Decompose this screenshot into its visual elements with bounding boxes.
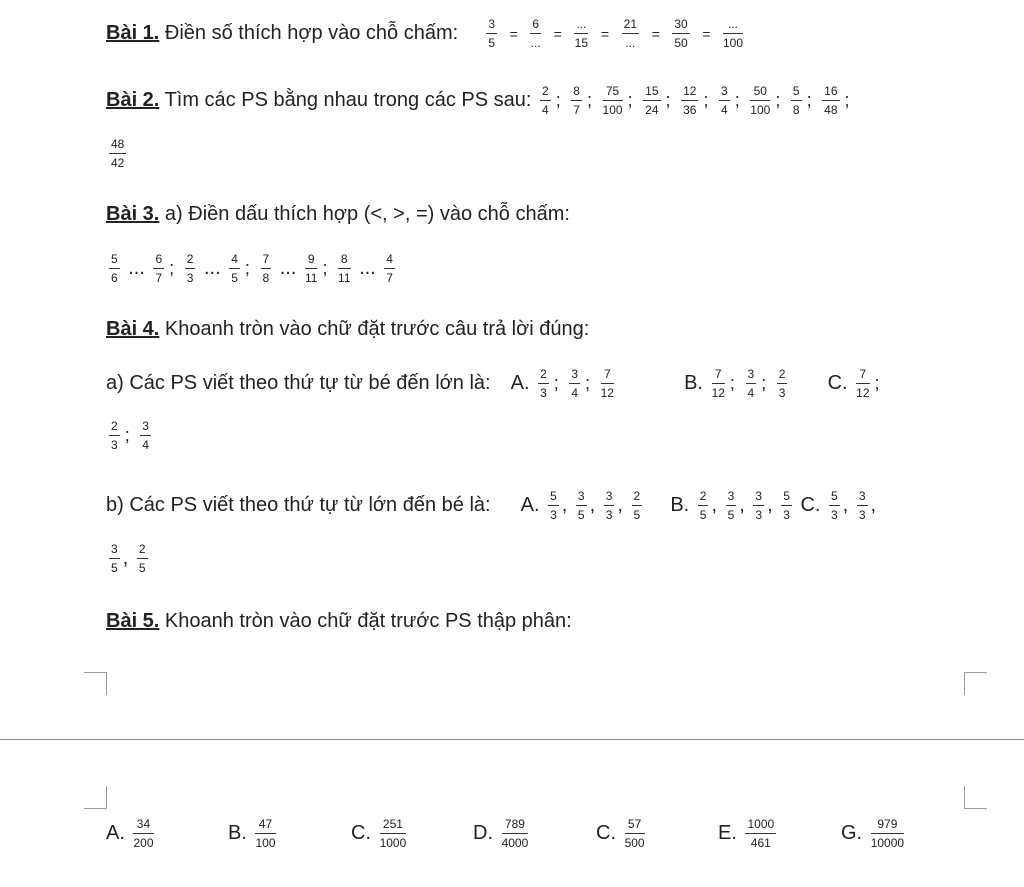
exercise-4b-text: b) Các PS viết theo thứ tự từ lớn đến bé là: xyxy=(106,493,491,516)
fraction: $\frac{3}{3}$ xyxy=(755,489,763,522)
exercise-2-continuation xyxy=(106,138,129,169)
fraction: $\frac{3}{3}$ xyxy=(858,489,866,522)
separator: ; xyxy=(775,89,781,110)
separator: ; xyxy=(585,372,591,393)
separator: ; xyxy=(734,89,740,110)
equals-sign: = xyxy=(702,25,711,42)
separator: ; xyxy=(665,89,671,110)
fraction: $\frac{30}{50}$ xyxy=(674,17,688,50)
fraction: $\frac{5}{3}$ xyxy=(831,489,838,522)
option-letter[interactable]: C. xyxy=(351,821,371,844)
option-item[interactable] xyxy=(718,818,779,849)
exercise-5-label: Bài 5. xyxy=(106,610,160,632)
fraction: $\frac{21}{...}$ xyxy=(623,17,638,50)
fraction: $\frac{1000}{461}$ xyxy=(747,817,775,850)
separator: ; xyxy=(844,89,850,110)
fraction: $\frac{4}{5}$ xyxy=(231,252,238,285)
fraction: $\frac{2}{3}$ xyxy=(540,367,547,400)
separator: ; xyxy=(806,89,812,110)
fraction: $\frac{5}{8}$ xyxy=(792,84,800,117)
option-letter[interactable]: E. xyxy=(718,821,737,844)
option-a-letter[interactable]: A. xyxy=(520,493,540,516)
option-item[interactable] xyxy=(841,818,907,849)
blank-dots: ... xyxy=(204,256,221,279)
fraction: $\frac{2}{5}$ xyxy=(633,489,641,522)
fraction: $\frac{3}{5}$ xyxy=(577,489,585,522)
exercise-1-label: Bài 1. xyxy=(106,21,160,44)
separator: ; xyxy=(169,257,175,278)
exercise-4a-text: a) Các PS viết theo thứ tự từ bé đến lớn là: xyxy=(106,371,491,394)
option-item[interactable] xyxy=(106,818,157,849)
fraction: $\frac{7}{12}$ xyxy=(856,367,870,400)
separator: , xyxy=(711,493,718,516)
fraction: $\frac{48}{42}$ xyxy=(111,137,125,170)
fraction: $\frac{15}{24}$ xyxy=(645,84,659,117)
option-item[interactable] xyxy=(596,818,648,849)
fraction: $\frac{8}{7}$ xyxy=(573,84,580,117)
fraction: $\frac{9}{11}$ xyxy=(304,252,318,285)
page-corner-mark xyxy=(84,786,107,809)
separator: ; xyxy=(874,372,880,393)
option-letter[interactable]: G. xyxy=(841,821,863,844)
separator: ; xyxy=(703,89,709,110)
fraction: $\frac{3}{4}$ xyxy=(721,84,728,117)
fraction: $\frac{...}{15}$ xyxy=(574,17,589,50)
fraction: $\frac{3}{4}$ xyxy=(142,419,149,452)
separator: , xyxy=(561,493,568,516)
fraction: $\frac{2}{5}$ xyxy=(699,489,707,522)
separator: ; xyxy=(244,257,250,278)
fraction: $\frac{75}{100}$ xyxy=(602,84,623,117)
exercise-4b-continuation xyxy=(106,543,151,574)
fraction: $\frac{5}{6}$ xyxy=(111,252,118,285)
fraction: $\frac{6}{...}$ xyxy=(530,17,541,50)
option-letter[interactable]: D. xyxy=(473,821,493,844)
fraction: $\frac{2}{3}$ xyxy=(111,419,118,452)
fraction: $\frac{3}{5}$ xyxy=(111,542,118,575)
option-c-letter[interactable]: C. xyxy=(827,371,848,394)
blank-dots: ... xyxy=(279,256,297,279)
separator: ; xyxy=(761,372,767,393)
blank-dots: ... xyxy=(128,256,145,279)
separator: , xyxy=(842,493,849,516)
fraction: $\frac{57}{500}$ xyxy=(624,817,645,850)
option-b-letter[interactable]: B. xyxy=(684,371,703,394)
exercise-4-line xyxy=(106,318,589,341)
fraction: $\frac{251}{1000}$ xyxy=(379,817,407,850)
fraction: $\frac{3}{3}$ xyxy=(605,489,613,522)
option-c-letter[interactable]: C. xyxy=(800,493,821,516)
fraction: $\frac{789}{4000}$ xyxy=(501,817,529,850)
fraction: $\frac{7}{8}$ xyxy=(262,252,270,285)
exercise-4-label: Bài 4. xyxy=(106,318,160,340)
exercise-3-comparisons xyxy=(106,253,398,284)
separator: , xyxy=(122,546,129,569)
separator: ; xyxy=(627,89,633,110)
separator: ; xyxy=(729,372,735,393)
fraction: $\frac{3}{5}$ xyxy=(488,17,496,50)
exercise-2-line xyxy=(106,85,852,116)
option-a-letter[interactable]: A. xyxy=(510,371,530,394)
exercise-1-text: Điền số thích hợp vào chỗ chấm: xyxy=(164,21,459,44)
blank-dots: ... xyxy=(359,256,376,279)
fraction: $\frac{...}{100}$ xyxy=(723,17,744,50)
fraction: $\frac{3}{5}$ xyxy=(727,489,735,522)
fraction: $\frac{4}{7}$ xyxy=(386,252,393,285)
option-letter[interactable]: B. xyxy=(228,821,247,844)
exercise-4a-continuation xyxy=(106,420,154,451)
separator: , xyxy=(617,493,623,516)
fraction: $\frac{34}{200}$ xyxy=(133,817,154,850)
page-corner-mark xyxy=(84,672,107,695)
fraction: $\frac{3}{4}$ xyxy=(571,367,579,400)
equals-sign: = xyxy=(509,25,518,42)
separator: ; xyxy=(322,257,328,278)
option-item[interactable] xyxy=(228,818,279,849)
separator: ; xyxy=(553,372,559,393)
equals-sign: = xyxy=(600,25,610,42)
option-item[interactable] xyxy=(473,818,531,849)
option-letter[interactable]: A. xyxy=(106,821,125,844)
fraction: $\frac{7}{12}$ xyxy=(600,367,614,400)
fraction: $\frac{2}{3}$ xyxy=(186,252,194,285)
page-corner-mark xyxy=(964,672,987,695)
fraction: $\frac{50}{100}$ xyxy=(750,84,771,117)
exercise-4-text: Khoanh tròn vào chữ đặt trước câu trả lời đúng: xyxy=(164,318,590,340)
exercise-5-line xyxy=(106,610,572,633)
equals-sign: = xyxy=(553,25,562,42)
fraction: $\frac{2}{3}$ xyxy=(778,367,786,400)
exercise-2-label: Bài 2. xyxy=(106,88,160,111)
separator: ; xyxy=(124,424,130,445)
option-b-letter[interactable]: B. xyxy=(670,493,690,516)
separator: , xyxy=(767,493,773,516)
option-item[interactable] xyxy=(351,818,409,849)
separator: , xyxy=(739,493,745,516)
fraction: $\frac{8}{11}$ xyxy=(338,252,351,285)
fraction: $\frac{5}{3}$ xyxy=(550,489,557,522)
fraction: $\frac{979}{10000}$ xyxy=(870,817,905,850)
exercise-3-label: Bài 3. xyxy=(106,203,160,225)
fraction: $\frac{2}{5}$ xyxy=(138,542,146,575)
fraction: $\frac{47}{100}$ xyxy=(255,817,276,850)
separator: , xyxy=(589,493,596,516)
page-corner-mark xyxy=(964,786,987,809)
fraction: $\frac{5}{3}$ xyxy=(783,489,790,522)
fraction: $\frac{12}{36}$ xyxy=(683,84,697,117)
exercise-4a-line xyxy=(106,368,882,399)
fraction: $\frac{6}{7}$ xyxy=(155,252,163,285)
separator: , xyxy=(870,493,877,516)
separator: ; xyxy=(586,89,592,110)
fraction: $\frac{3}{4}$ xyxy=(747,367,755,400)
exercise-2-text: Tìm các PS bằng nhau trong các PS sau: xyxy=(164,88,532,111)
option-letter[interactable]: C. xyxy=(596,821,616,844)
fraction: $\frac{7}{12}$ xyxy=(711,367,725,400)
exercise-5-text: Khoanh tròn vào chữ đặt trước PS thập phân: xyxy=(164,610,572,632)
fraction: $\frac{2}{4}$ xyxy=(542,84,549,117)
equals-sign: = xyxy=(651,25,660,42)
exercise-3-line xyxy=(106,203,570,226)
page-break-divider xyxy=(0,739,1024,740)
separator: ; xyxy=(555,89,561,110)
exercise-4b-line xyxy=(106,490,876,521)
exercise-3-text: a) Điền dấu thích hợp (<, >, =) vào chỗ chấm: xyxy=(164,203,570,225)
fraction: $\frac{16}{48}$ xyxy=(824,84,838,117)
exercise-1-line xyxy=(106,18,746,49)
